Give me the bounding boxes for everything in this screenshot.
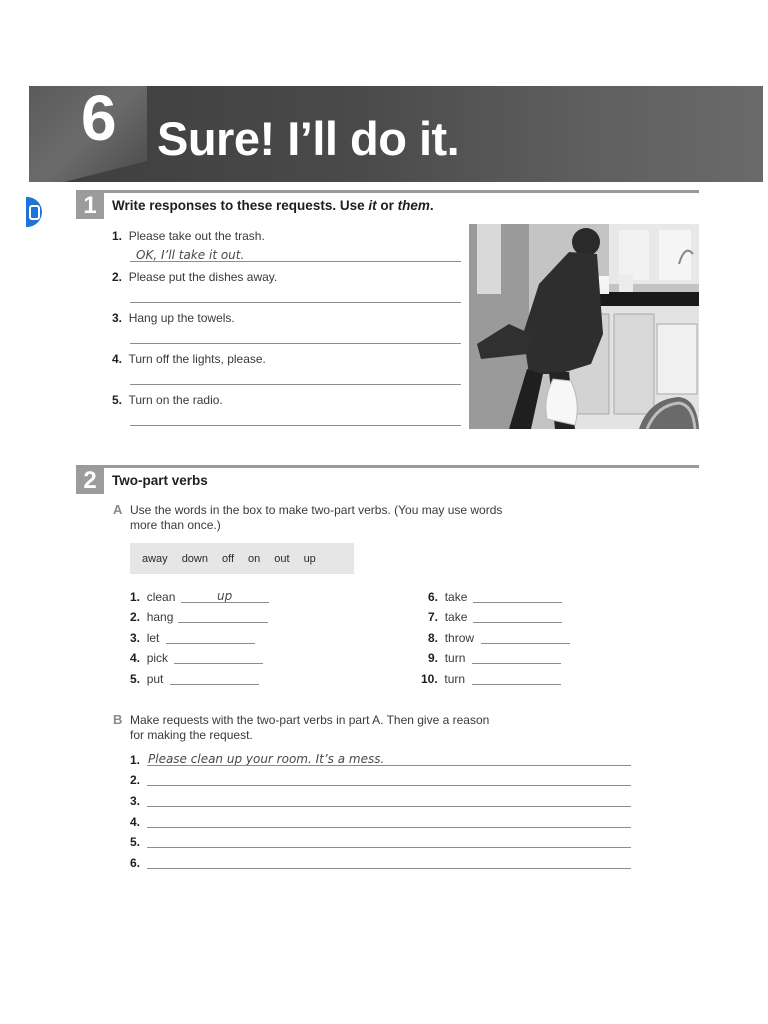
request-answer-line[interactable] bbox=[147, 868, 631, 869]
unit-banner bbox=[29, 86, 763, 182]
verb-item bbox=[130, 651, 168, 665]
exercise-2-heading: Two-part verbs bbox=[112, 473, 208, 488]
word-box bbox=[130, 543, 354, 574]
verb: let bbox=[146, 631, 160, 645]
item-number: 6. bbox=[428, 590, 439, 604]
exercise-1-number: 1 bbox=[76, 193, 104, 219]
verb-item bbox=[421, 672, 465, 686]
verb-item bbox=[428, 651, 465, 665]
exercise-1-item bbox=[112, 393, 223, 407]
word-up: up bbox=[303, 552, 316, 565]
exercise-1-item bbox=[112, 270, 277, 284]
heading-it: it bbox=[368, 198, 377, 213]
verb-item bbox=[130, 590, 175, 604]
request-answer-line[interactable] bbox=[147, 806, 631, 807]
item-text: Please put the dishes away. bbox=[128, 270, 278, 284]
part-b-letter: B bbox=[113, 712, 123, 727]
exercise-1-item bbox=[112, 311, 235, 325]
request-item bbox=[130, 815, 140, 829]
request-item bbox=[130, 773, 140, 787]
item-number: 10. bbox=[421, 672, 438, 686]
item-number: 4. bbox=[112, 352, 123, 366]
item-number: 5. bbox=[130, 835, 141, 849]
item-number: 5. bbox=[112, 393, 123, 407]
verb-answer-line[interactable] bbox=[181, 602, 269, 603]
answer-text: OK, I’ll take it out. bbox=[136, 248, 245, 262]
answer-line[interactable] bbox=[130, 384, 461, 385]
item-number: 5. bbox=[130, 672, 141, 686]
verb: pick bbox=[146, 651, 169, 665]
answer-line[interactable] bbox=[130, 261, 461, 262]
kitchen-photo bbox=[469, 224, 699, 429]
exercise-1-item bbox=[112, 352, 266, 366]
part-a-letter: A bbox=[113, 502, 123, 517]
answer-line[interactable] bbox=[130, 343, 461, 344]
verb: take bbox=[444, 590, 468, 604]
item-number: 1. bbox=[112, 229, 123, 243]
request-item bbox=[130, 856, 140, 870]
kitchen-photo-image bbox=[469, 224, 699, 429]
verb-item bbox=[428, 631, 474, 645]
item-number: 8. bbox=[428, 631, 439, 645]
verb-answer-line[interactable] bbox=[472, 663, 561, 664]
part-a-instruction bbox=[130, 503, 502, 533]
request-answer-line[interactable] bbox=[147, 785, 631, 786]
item-number: 3. bbox=[112, 311, 123, 325]
word-away: away bbox=[142, 552, 168, 565]
verb-item bbox=[428, 590, 467, 604]
item-number: 1. bbox=[130, 590, 141, 604]
request-item bbox=[130, 835, 140, 849]
heading-end: . bbox=[429, 198, 434, 213]
verb-item bbox=[130, 631, 159, 645]
item-number: 3. bbox=[130, 631, 141, 645]
word-out: out bbox=[274, 552, 290, 565]
audio-marker-icon[interactable] bbox=[26, 197, 42, 227]
instruction-line: Make requests with the two-part verbs in part A. Then give a reason bbox=[130, 713, 490, 727]
instruction-line: Use the words in the box to make two-part verbs. (You may use words bbox=[130, 503, 503, 517]
word-down: down bbox=[181, 552, 208, 565]
word-off: off bbox=[221, 552, 235, 565]
verb-answer-line[interactable] bbox=[481, 643, 570, 644]
exercise-1-rule bbox=[76, 190, 699, 193]
verb: throw bbox=[444, 631, 475, 645]
item-number: 9. bbox=[428, 651, 439, 665]
answer-line[interactable] bbox=[130, 425, 461, 426]
request-item bbox=[130, 753, 140, 767]
item-number: 3. bbox=[130, 794, 141, 808]
item-text: Turn on the radio. bbox=[128, 393, 223, 407]
verb-item bbox=[130, 672, 163, 686]
unit-title: Sure! I’ll do it. bbox=[157, 112, 460, 165]
verb-answer-line[interactable] bbox=[473, 602, 562, 603]
item-text: Please take out the trash. bbox=[128, 229, 265, 243]
item-number: 2. bbox=[130, 773, 141, 787]
exercise-1-item bbox=[112, 229, 265, 243]
item-number: 2. bbox=[130, 610, 141, 624]
verb-answer-line[interactable] bbox=[178, 622, 268, 623]
part-b-instruction bbox=[130, 713, 489, 743]
verb: clean bbox=[146, 590, 176, 604]
verb-answer-line[interactable] bbox=[170, 684, 259, 685]
item-number: 4. bbox=[130, 815, 141, 829]
item-number: 2. bbox=[112, 270, 123, 284]
request-answer-line[interactable] bbox=[147, 847, 631, 848]
exercise-1-heading bbox=[112, 198, 434, 213]
verb: turn bbox=[444, 672, 466, 686]
word-on: on bbox=[248, 552, 261, 565]
verb-item bbox=[428, 610, 467, 624]
item-number: 1. bbox=[130, 753, 141, 767]
verb-item bbox=[130, 610, 173, 624]
verb: put bbox=[146, 672, 164, 686]
answer-line[interactable] bbox=[130, 302, 461, 303]
request-answer: Please clean up your room. It’s a mess. bbox=[148, 752, 385, 766]
instruction-line: for making the request. bbox=[130, 728, 253, 742]
verb: turn bbox=[444, 651, 466, 665]
item-number: 6. bbox=[130, 856, 141, 870]
item-number: 7. bbox=[428, 610, 439, 624]
exercise-2-number: 2 bbox=[76, 468, 104, 494]
verb: hang bbox=[146, 610, 174, 624]
request-answer-line[interactable] bbox=[147, 765, 631, 766]
unit-number: 6 bbox=[81, 86, 115, 154]
request-item bbox=[130, 794, 140, 808]
verb-answer: up bbox=[217, 589, 233, 603]
item-text: Turn off the lights, please. bbox=[128, 352, 266, 366]
verb: take bbox=[444, 610, 468, 624]
request-answer-line[interactable] bbox=[147, 827, 631, 828]
verb-answer-line[interactable] bbox=[174, 663, 263, 664]
exercise-2-rule bbox=[76, 465, 699, 468]
item-text: Hang up the towels. bbox=[128, 311, 235, 325]
heading-or: or bbox=[376, 198, 398, 213]
verb-answer-line[interactable] bbox=[166, 643, 255, 644]
heading-text: Write responses to these requests. Use bbox=[112, 198, 369, 213]
instruction-line: more than once.) bbox=[130, 518, 221, 532]
heading-them: them bbox=[397, 198, 430, 213]
verb-answer-line[interactable] bbox=[473, 622, 562, 623]
verb-answer-line[interactable] bbox=[472, 684, 561, 685]
item-number: 4. bbox=[130, 651, 141, 665]
